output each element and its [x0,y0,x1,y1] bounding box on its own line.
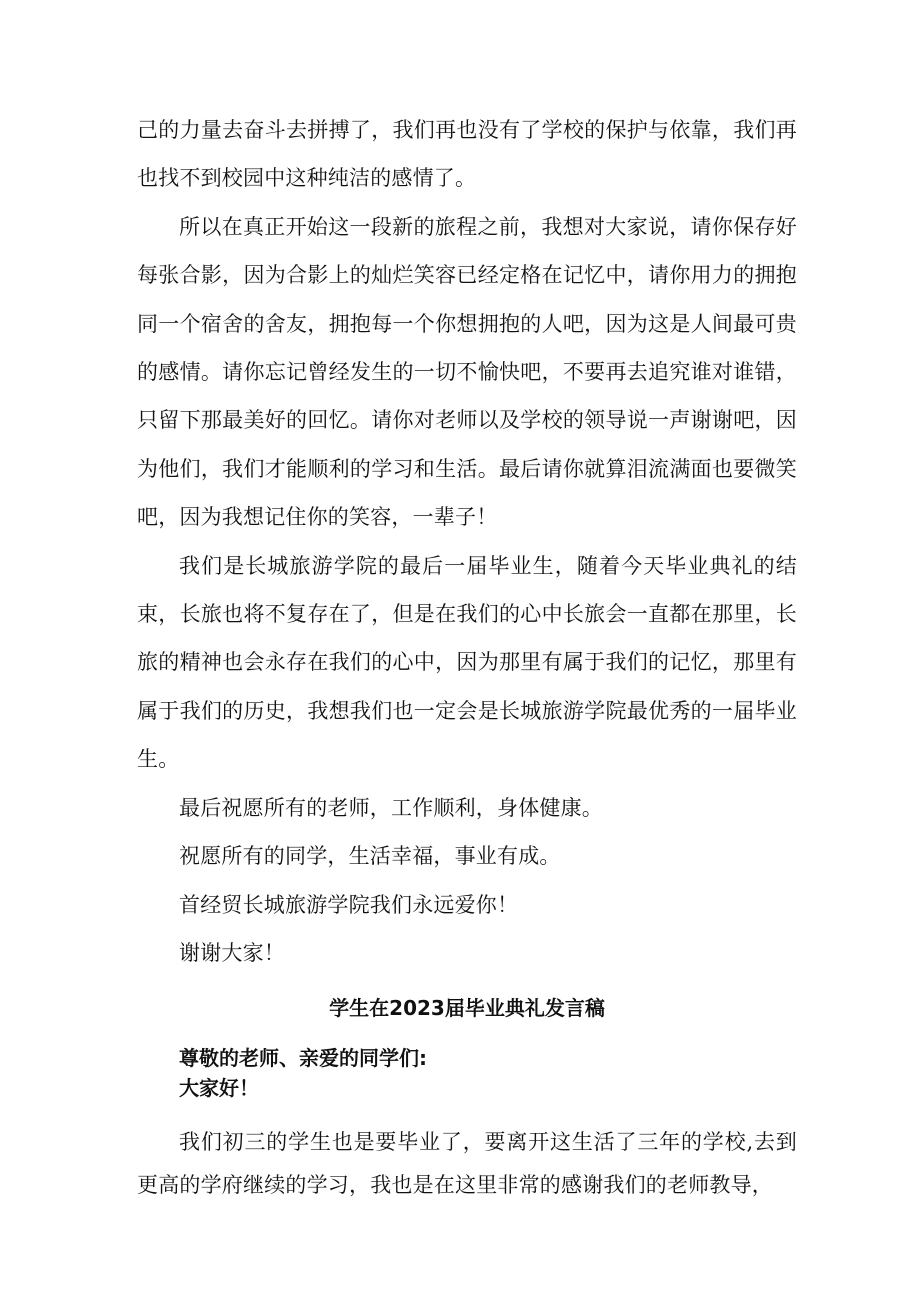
salutation-block [137,1043,797,1103]
paragraph-continuation: 己的力量去奋斗去拼搏了，我们再也没有了学校的保护与依靠，我们再也找不到校园中这种纯洁的感情了。 [137,118,797,191]
document-page [137,106,797,1207]
love-school-line: 首经贸长城旅游学院我们永远爱你！ [179,892,519,917]
paragraph-farewell-requests: 所以在真正开始这一段新的旅程之前，我想对大家说，请你保存好每张合影，因为合影上的灿烂笑容已经定格在记忆中，请你用力的拥抱同一个宿舍的舍友，拥抱每一个你想拥抱的人吧，因为这是人间最可贵的感情。请你忘记曾经发生的一切不愉快吧，不要再去追究谁对谁错，只留下那最美好的回忆。请你对老师以及学校的领导说一声谢谢吧，因为他们，我们才能顺利的学习和生活。最后请你就算泪流满面也要微笑吧，因为我想记住你的笑容，一辈子！ [137,214,797,530]
wish-teachers: 最后祝愿所有的老师，工作顺利，身体健康。 [179,795,603,820]
salutation-line-2: 大家好！ [179,1076,259,1101]
paragraph-opening: 我们初三的学生也是要毕业了，要离开这生活了三年的学校,去到更高的学府继续的学习，我也是在这里非常的感谢我们的老师教导， [137,1130,797,1198]
salutation-line-1: 尊敬的老师、亲爱的同学们: [179,1046,427,1071]
wish-classmates: 祝愿所有的同学，生活幸福，事业有成。 [179,844,561,869]
paragraph-last-graduates: 我们是长城旅游学院的最后一届毕业生，随着今天毕业典礼的结束，长旅也将不复存在了，但是在我们的心中长旅会一直都在那里，长旅的精神也会永存在我们的心中，因为那里有属于我们的记忆，那里有属于我们的历史，我想我们也一定会是长城旅游学院最优秀的一届毕业生。 [137,553,797,772]
speech-title: 学生在2023届毕业典礼发言稿 [329,996,605,1021]
thanks-line: 谢谢大家！ [179,940,285,965]
